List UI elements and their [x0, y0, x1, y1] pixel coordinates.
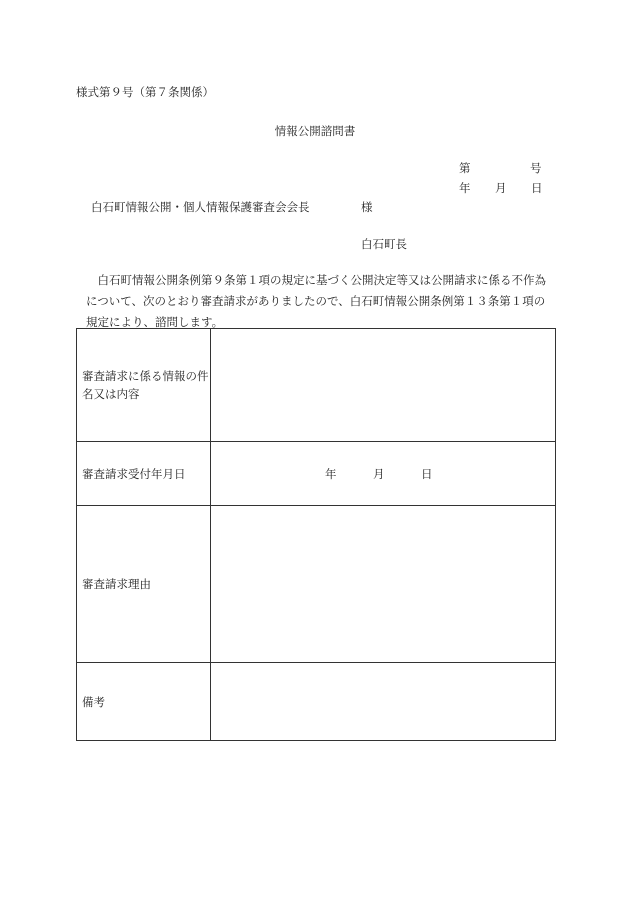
- table-row: [77, 442, 556, 506]
- row-value-subject: [211, 329, 556, 442]
- row-value-received-date: [211, 442, 556, 506]
- received-date-month: 月: [373, 466, 385, 481]
- row-value-reason: [211, 506, 556, 663]
- document-title: 情報公開諮問書: [274, 124, 356, 138]
- received-date-day: 日: [421, 466, 433, 481]
- received-date-placeholder: [211, 466, 555, 482]
- row-label-received-date: 審査請求受付年月日: [77, 442, 211, 506]
- doc-date-month: 月: [495, 181, 507, 195]
- doc-date-year: 年: [459, 181, 471, 195]
- table-row: [77, 663, 556, 741]
- doc-number-suffix: 号: [530, 161, 542, 175]
- form-number-label: 様式第９号（第７条関係）: [76, 85, 214, 99]
- sender-name: 白石町長: [361, 237, 407, 251]
- inquiry-table: [76, 328, 556, 741]
- doc-date-day: 日: [531, 181, 543, 195]
- body-paragraph: 白石町情報公開条例第９条第１項の規定に基づく公開決定等又は公開請求に係る不作為について、次のとおり審査請求がありましたので、白石町情報公開条例第１３条第１項の規定により、諮問します。: [86, 273, 546, 329]
- table-row: [77, 329, 556, 442]
- row-label-reason: 審査請求理由: [77, 506, 211, 663]
- row-label-remarks: 備考: [77, 663, 211, 741]
- addressee-honorific: 様: [361, 200, 373, 214]
- doc-number-prefix: 第: [459, 161, 471, 175]
- received-date-year: 年: [325, 466, 337, 481]
- addressee-name: 白石町情報公開・個人情報保護審査会会長: [91, 200, 310, 214]
- table-row: [77, 506, 556, 663]
- row-label-subject: 審査請求に係る情報の件名又は内容: [77, 329, 211, 442]
- row-value-remarks: [211, 663, 556, 741]
